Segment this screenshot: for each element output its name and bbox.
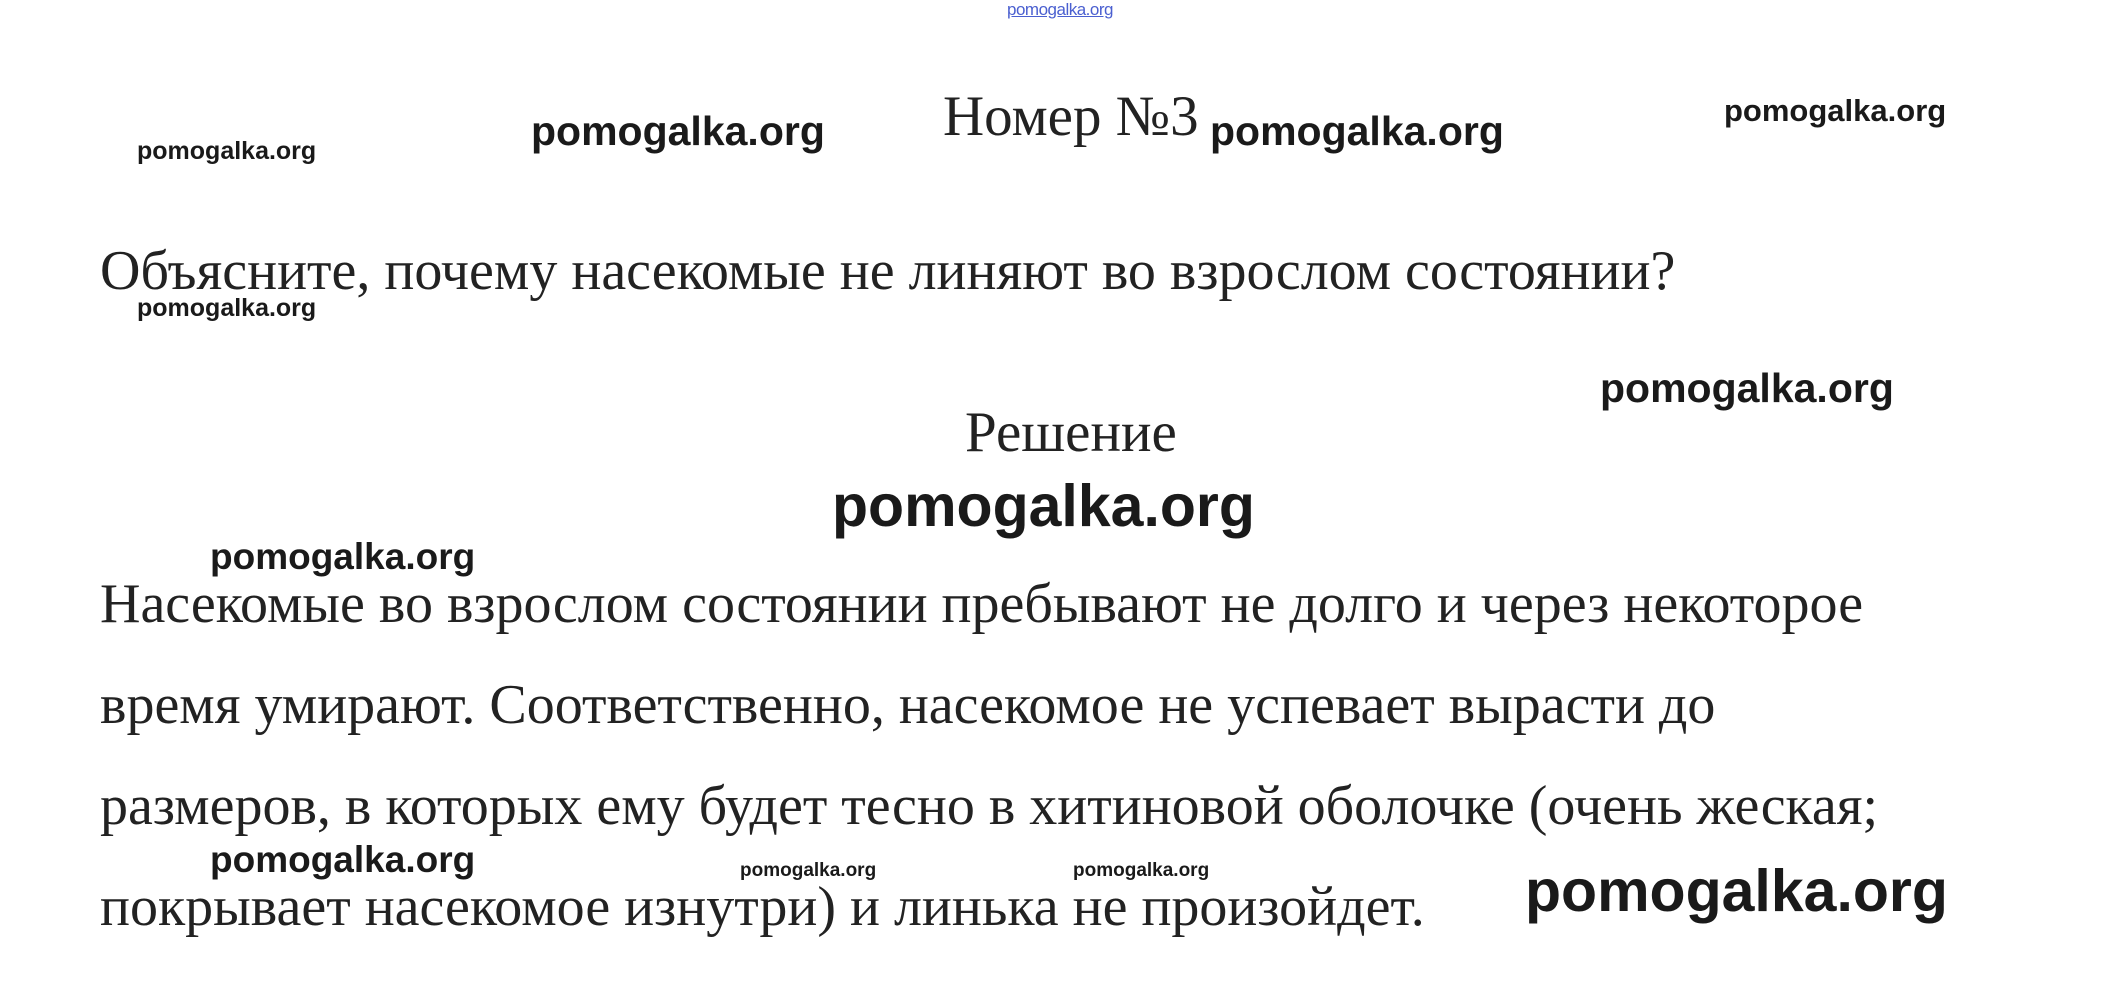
watermark: pomogalka.org — [740, 860, 877, 881]
question-text: Объясните, почему насекомые не линяют во взрослом состоянии? — [100, 240, 1676, 302]
solution-line: покрывает насекомое изнутри) и линька не произойдет. — [100, 876, 1425, 938]
source-link[interactable]: pomogalka.org — [1007, 0, 1113, 19]
watermark: pomogalka.org — [137, 137, 317, 165]
watermark: pomogalka.org — [210, 536, 476, 577]
watermark: pomogalka.org — [1210, 108, 1504, 154]
watermark: pomogalka.org — [1073, 860, 1210, 881]
watermark: pomogalka.org — [531, 108, 825, 154]
solution-heading: Решение — [965, 401, 1177, 464]
watermark: pomogalka.org — [1724, 93, 1947, 128]
solution-line: размеров, в которых ему будет тесно в хитиновой оболочке (очень жеская; — [100, 775, 1879, 837]
watermark: pomogalka.org — [1600, 365, 1894, 411]
solution-line: Насекомые во взрослом состоянии пребывают не долго и через некоторое — [100, 573, 1864, 635]
watermark: pomogalka.org — [1525, 858, 1948, 924]
watermark: pomogalka.org — [210, 839, 476, 880]
page-title: Номер №3 — [943, 85, 1199, 148]
watermark: pomogalka.org — [832, 473, 1255, 539]
solution-line: время умирают. Соответственно, насекомое не успевает вырасти до — [100, 674, 1716, 736]
watermark: pomogalka.org — [137, 294, 317, 322]
